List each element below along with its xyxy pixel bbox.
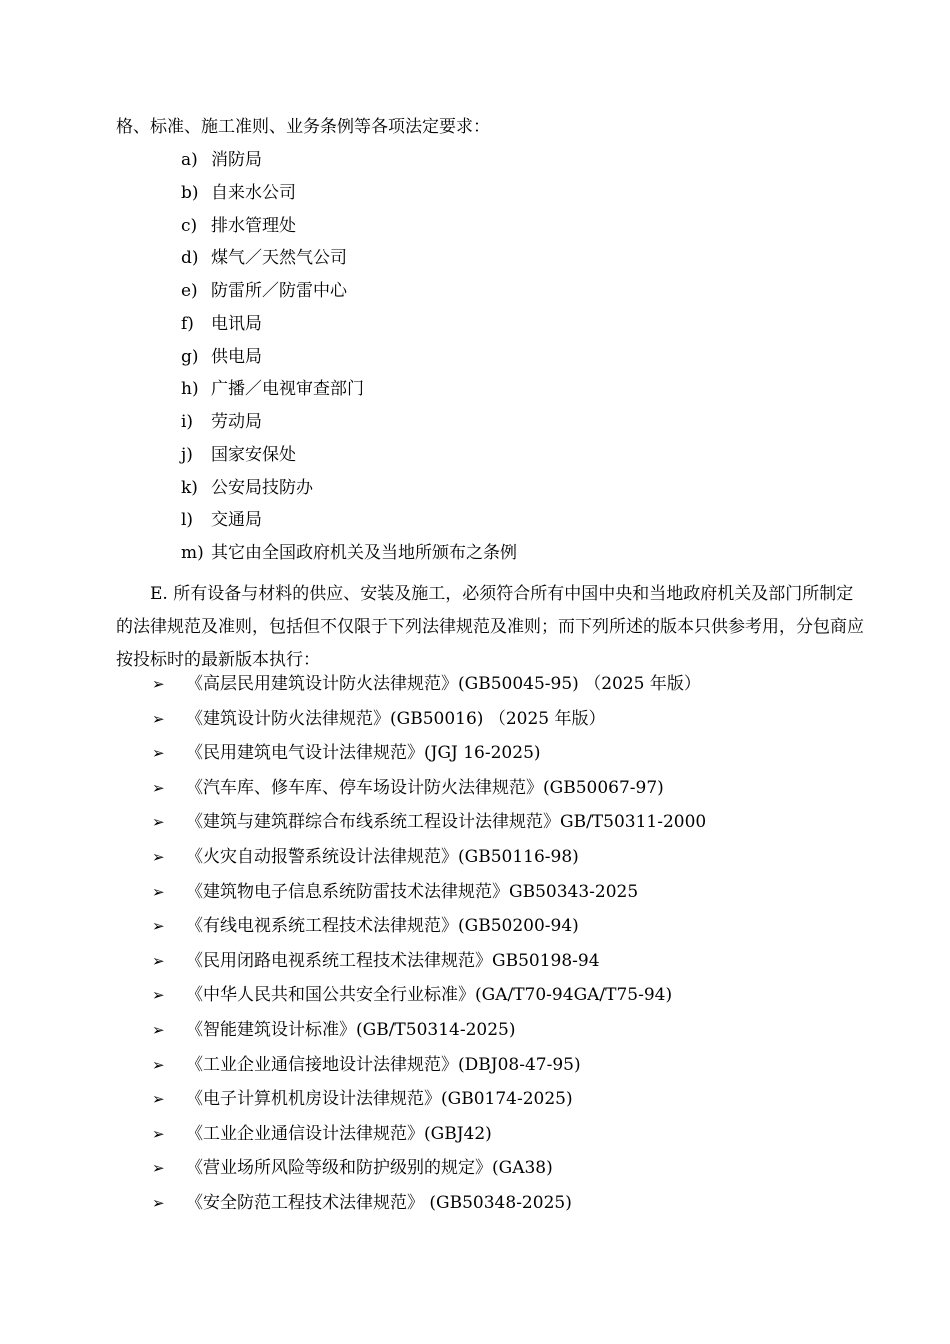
list-item (152, 741, 706, 776)
list-item-label: i) (181, 412, 194, 432)
standard-text: 《高层民用建筑设计防火法律规范》(GB50045-95) （2025 年版） (186, 674, 701, 694)
list-item (152, 1156, 706, 1191)
standard-text: 《安全防范工程技术法律规范》 (GB50348-2025) (186, 1192, 572, 1213)
arrow-bullet-icon: ➢ (152, 847, 165, 866)
list-item-label: b) (181, 182, 199, 203)
arrow-bullet-icon: ➢ (152, 813, 165, 832)
agency-list (181, 148, 517, 574)
list-item-text: 其它由全国政府机关及当地所颁布之条例 (211, 543, 517, 563)
list-item (181, 377, 517, 410)
list-item (152, 949, 706, 984)
list-item (181, 476, 517, 509)
list-item (181, 508, 517, 541)
list-item (181, 312, 517, 345)
list-item-text: 交通局 (211, 510, 262, 531)
list-item-label: j) (181, 444, 193, 465)
arrow-bullet-icon: ➢ (152, 882, 165, 901)
list-item (152, 983, 706, 1018)
arrow-bullet-icon: ➢ (152, 1090, 165, 1109)
list-item-text: 煤气／天然气公司 (211, 248, 347, 269)
standard-text: 《有线电视系统工程技术法律规范》(GB50200-94) (186, 916, 579, 937)
list-item-label: e) (181, 281, 198, 301)
standard-text: 《建筑设计防火法律规范》(GB50016) （2025 年版） (186, 708, 606, 729)
arrow-bullet-icon: ➢ (152, 1159, 165, 1178)
list-item (181, 279, 517, 312)
list-item (152, 707, 706, 742)
list-item-label: f) (181, 313, 194, 334)
list-item-label: d) (181, 248, 199, 269)
standard-text: 《建筑物电子信息系统防雷技术法律规范》GB50343-2025 (186, 881, 639, 902)
standard-text: 《工业企业通信接地设计法律规范》(DBJ08-47-95) (186, 1054, 581, 1075)
standard-text: 《中华人民共和国公共安全行业标准》(GA/T70-94GA/T75-94) (186, 985, 673, 1006)
list-item-label: h) (181, 379, 199, 400)
list-item-label: m) (181, 543, 204, 563)
list-item (152, 880, 706, 915)
list-item (181, 541, 517, 574)
arrow-bullet-icon: ➢ (152, 1193, 165, 1212)
list-item (181, 443, 517, 476)
list-item-text: 消防局 (211, 150, 262, 170)
list-item (152, 672, 706, 707)
list-item (152, 1191, 706, 1226)
list-item-text: 自来水公司 (211, 182, 296, 203)
list-item (152, 1087, 706, 1122)
list-item-text: 供电局 (211, 346, 262, 367)
arrow-bullet-icon: ➢ (152, 744, 165, 763)
arrow-bullet-icon: ➢ (152, 917, 165, 936)
arrow-bullet-icon: ➢ (152, 709, 165, 728)
list-item (152, 1053, 706, 1088)
list-item-label: a) (181, 150, 198, 170)
list-item (152, 845, 706, 880)
intro-text: 格、标准、施工准则、业务条例等各项法定要求： (116, 117, 490, 137)
standard-text: 《民用闭路电视系统工程技术法律规范》GB50198-94 (186, 950, 600, 971)
list-item-text: 劳动局 (211, 412, 262, 432)
arrow-bullet-icon: ➢ (152, 778, 165, 797)
list-item (181, 148, 517, 181)
standard-text: 《智能建筑设计标准》(GB/T50314-2025) (186, 1019, 516, 1040)
arrow-bullet-icon: ➢ (152, 1055, 165, 1074)
list-item (152, 1122, 706, 1157)
list-item (152, 810, 706, 845)
standard-text: 《电子计算机机房设计法律规范》(GB0174-2025) (186, 1089, 573, 1110)
arrow-bullet-icon: ➢ (152, 986, 165, 1005)
arrow-bullet-icon: ➢ (152, 1124, 165, 1143)
list-item (181, 181, 517, 214)
standard-text: 《建筑与建筑群综合布线系统工程设计法律规范》GB/T50311-2000 (186, 812, 707, 833)
list-item (152, 1018, 706, 1053)
list-item-text: 广播／电视审查部门 (211, 379, 364, 400)
list-item (181, 214, 517, 247)
standards-list (152, 672, 706, 1226)
list-item (181, 410, 517, 443)
list-item (181, 345, 517, 378)
list-item-label: c) (181, 215, 198, 236)
list-item (181, 246, 517, 279)
list-item-text: 国家安保处 (211, 444, 296, 465)
list-item (152, 914, 706, 949)
standard-text: 《汽车库、修车库、停车场设计防火法律规范》(GB50067-97) (186, 777, 664, 798)
list-item-text: 防雷所／防雷中心 (211, 281, 347, 301)
paragraph-e: E. 所有设备与材料的供应、安装及施工，必须符合所有中国中央和当地政府机关及部门所制定的法律规范及准则，包括但不仅限于下列法律规范及准则；而下列所述的版本只供参考用，分包商应按投标时的最新版本执行： (116, 584, 864, 670)
list-item-label: k) (181, 477, 198, 498)
list-item-text: 公安局技防办 (211, 477, 313, 498)
list-item-label: l) (181, 510, 194, 531)
standard-text: 《工业企业通信设计法律规范》(GBJ42) (186, 1123, 492, 1144)
list-item-text: 电讯局 (211, 313, 262, 334)
list-item-text: 排水管理处 (211, 215, 296, 236)
arrow-bullet-icon: ➢ (152, 675, 165, 693)
list-item (152, 776, 706, 811)
list-item-label: g) (181, 346, 199, 367)
standard-text: 《营业场所风险等级和防护级别的规定》(GA38) (186, 1158, 553, 1179)
standard-text: 《火灾自动报警系统设计法律规范》(GB50116-98) (186, 846, 579, 867)
standard-text: 《民用建筑电气设计法律规范》(JGJ 16-2025) (186, 743, 541, 764)
arrow-bullet-icon: ➢ (152, 951, 165, 970)
arrow-bullet-icon: ➢ (152, 1020, 165, 1039)
